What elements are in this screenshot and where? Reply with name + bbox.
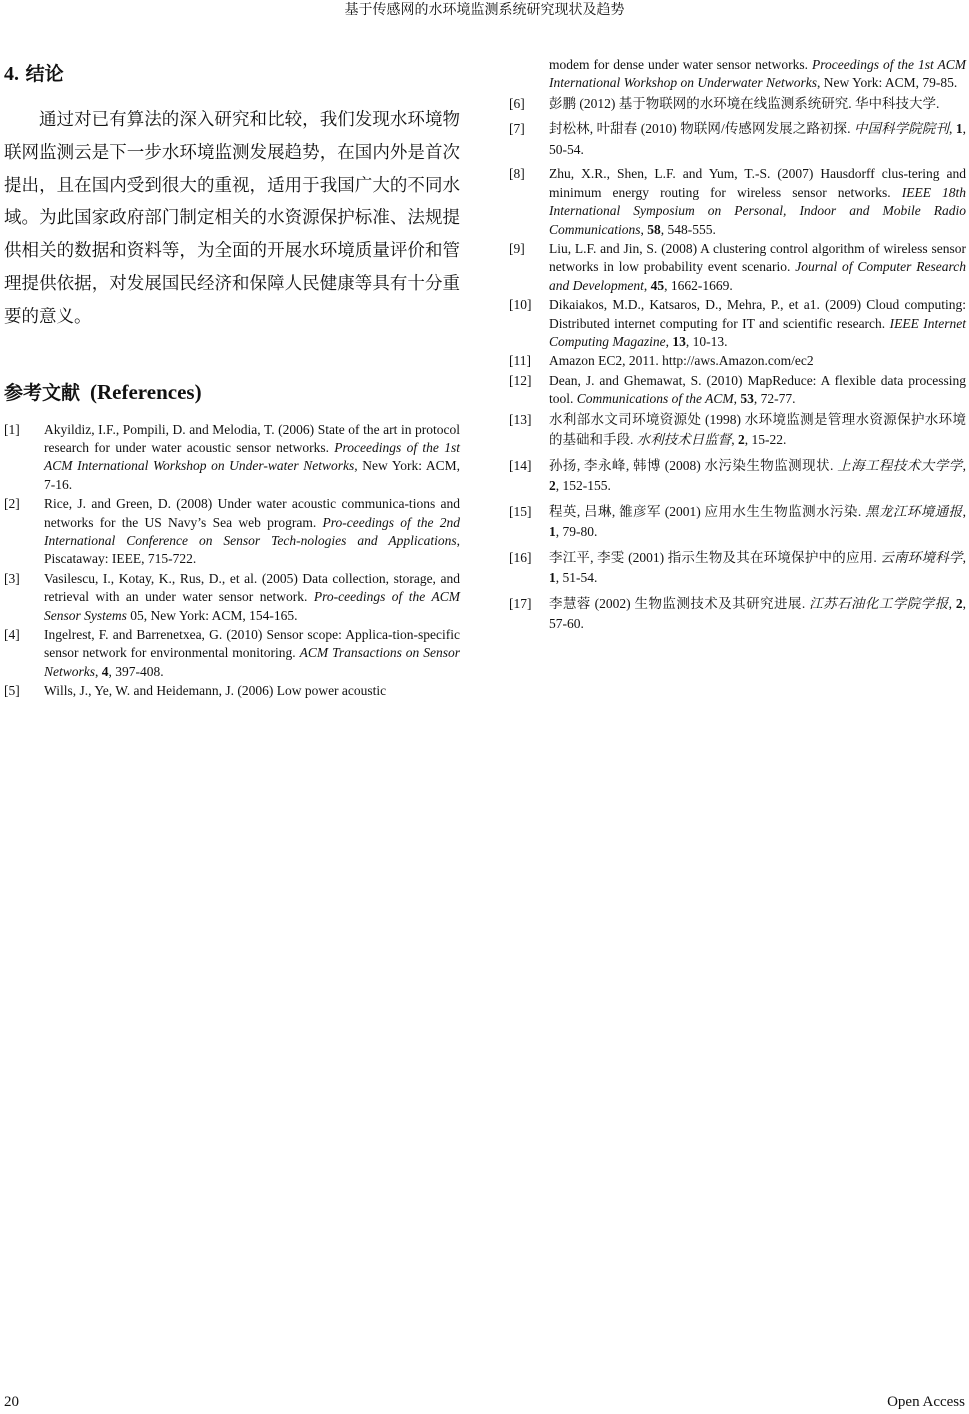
reference-text [549, 165, 966, 239]
reference-text [549, 94, 966, 115]
reference-volume: 53 [740, 391, 754, 407]
reference-list-left [4, 421, 460, 701]
reference-number: [6] [509, 95, 525, 111]
reference-item [4, 682, 460, 700]
reference-number: [14] [509, 457, 532, 473]
reference-fragment: Dikaiakos, M.D., Katsaros, D., Mehra, P., et a1. (2009) Cloud computing: Distributed internet computing for IT and scientific research. [549, 297, 966, 331]
conclusion-heading [4, 60, 460, 88]
reference-fragment: , New York: ACM, 7-16. [44, 458, 460, 492]
reference-volume: 13 [672, 333, 686, 349]
reference-fragment: Dean, J. and Ghemawat, S. (2010) MapReduce: A flexible data processing tool. [549, 372, 966, 407]
reference-volume: 4 [101, 663, 109, 679]
reference-item [4, 421, 460, 495]
reference-item [509, 548, 966, 589]
reference-fragment: , 51-54. [555, 570, 598, 586]
reference-number: [9] [509, 240, 525, 256]
reference-fragment: , Piscataway: IEEE, 715-722. [44, 533, 460, 567]
reference-fragment: 程英, 吕琳, 雒彦军 (2001) 应用水生生物监测水污染. [549, 503, 866, 519]
reference-item [509, 240, 966, 295]
reference-fragment: , [643, 277, 651, 293]
reference-volume: 2 [549, 478, 556, 494]
reference-fragment: , [733, 391, 741, 407]
reference-number: [1] [4, 421, 20, 437]
reference-volume: 1 [955, 121, 963, 137]
reference-text [44, 626, 460, 681]
reference-fragment: 封松林, 叶甜春 (2010) 物联网/传感网发展之路初探. [549, 121, 854, 137]
reference-fragment: , [731, 432, 738, 448]
running-header: 基于传感网的水环境监测系统研究现状及趋势 [344, 3, 625, 18]
reference-item [4, 570, 460, 625]
reference-text [44, 570, 460, 625]
reference-list-right [509, 56, 966, 635]
reference-source: 上海工程技术大学学 [837, 457, 963, 473]
references-heading [4, 378, 460, 407]
reference-fragment: Akyildiz, I.F., Pompili, D. and Melodia, T. (2006) State of the art in protocol research for under water acoustic sensor networks. [44, 421, 460, 455]
section-number: 4. [4, 63, 19, 85]
reference-fragment: Wills, J., Ye, W. and Heidemann, J. (2006) Low power acoustic [44, 683, 387, 699]
reference-fragment: , [640, 221, 648, 237]
reference-text [44, 682, 460, 700]
reference-fragment: 孙扬, 李永峰, 韩博 (2008) 水污染生物监测现状. [549, 457, 838, 473]
reference-fragment: , [948, 595, 956, 611]
reference-text [549, 56, 966, 93]
reference-text [549, 240, 966, 295]
reference-fragment: , 15-22. [744, 432, 787, 448]
reference-fragment: , [962, 549, 966, 565]
reference-volume: 2 [738, 432, 745, 448]
reference-number: [17] [509, 595, 532, 611]
reference-text [549, 502, 966, 543]
reference-source: 黑龙江环境通报 [865, 503, 963, 519]
reference-fragment: 水利部水文司环境资源处 (1998) 水环境监测是管理水资源保护水环境的基础和手段. [549, 411, 966, 448]
reference-source: Proceedings of the 1st ACM International Workshop on Underwater Networks [549, 57, 966, 91]
reference-fragment: , New York: ACM, 79-85. [817, 75, 958, 91]
references-title-cn: 参考文献 [4, 381, 81, 404]
reference-fragment: , 397-408. [108, 663, 164, 679]
reference-source: 江苏石油化工学院学报 [809, 595, 949, 611]
reference-fragment: modem for dense under water sensor networks. [549, 57, 813, 72]
reference-number: [4] [4, 627, 20, 643]
reference-source: 中国科学院院刊 [853, 121, 950, 137]
reference-volume: 1 [549, 524, 556, 540]
reference-source: Proceedings of the 1st ACM International Workshop on Under-water Networks [44, 439, 460, 474]
reference-number: [2] [4, 496, 20, 512]
reference-fragment: Liu, L.F. and Jin, S. (2008) A clustering control algorithm of wireless sensor networks in low probability event scenario. [549, 240, 966, 275]
reference-item [509, 410, 966, 451]
page-number: 20 [4, 1394, 19, 1410]
publisher-label: Open Access [887, 1394, 965, 1410]
reference-item [509, 119, 966, 160]
reference-text [549, 548, 966, 589]
reference-item [509, 372, 966, 409]
reference-source: 水利技术日监督 [636, 432, 732, 448]
reference-text [549, 296, 966, 351]
reference-fragment: , 152-155. [555, 478, 611, 494]
reference-fragment: , [962, 503, 966, 519]
reference-text [549, 352, 966, 370]
reference-fragment: , 10-13. [685, 333, 728, 349]
reference-volume: 58 [647, 221, 661, 237]
reference-fragment: , [962, 457, 966, 473]
section-title: 结论 [25, 63, 64, 85]
reference-number: [3] [4, 570, 20, 586]
reference-number: [8] [509, 166, 525, 182]
references-title-en: (References) [90, 379, 202, 404]
reference-number: [15] [509, 503, 532, 519]
reference-item [4, 495, 460, 569]
reference-fragment: 05, New York: ACM, 154-165. [126, 607, 298, 623]
reference-fragment: 李江平, 李雯 (2001) 指示生物及其在环境保护中的应用. [549, 549, 881, 565]
reference-item [509, 502, 966, 543]
reference-number: [16] [509, 549, 532, 565]
reference-item [509, 296, 966, 351]
reference-fragment: , 72-77. [753, 391, 796, 407]
reference-fragment: , [665, 333, 673, 349]
reference-fragment: , 548-555. [660, 221, 716, 237]
reference-fragment: , 57-60. [549, 595, 966, 632]
reference-source: Pro-ceedings of the 2nd International Conference on Sensor Tech-nologies and Applications [44, 514, 460, 549]
reference-fragment: , [949, 121, 956, 137]
reference-item [509, 56, 966, 93]
reference-item [509, 352, 966, 370]
reference-source: IEEE 18th International Symposium on Personal, Indoor and Mobile Radio Communications [549, 184, 966, 237]
reference-text [549, 456, 966, 497]
reference-fragment: Amazon EC2, 2011. http://aws.Amazon.com/ec2 [549, 353, 814, 369]
reference-volume: 2 [955, 595, 963, 611]
reference-item [509, 594, 966, 635]
reference-text [549, 372, 966, 409]
reference-fragment: Vasilescu, I., Kotay, K., Rus, D., et al. (2005) Data collection, storage, and retrieval with an under water sensor network. [44, 570, 460, 605]
reference-text [44, 495, 460, 569]
reference-fragment: 彭鹏 (2012) 基于物联网的水环境在线监测系统研究. 华中科技大学. [549, 95, 940, 111]
reference-fragment: 李慧蓉 (2002) 生物监测技术及其研究进展. [549, 595, 810, 611]
reference-text [549, 410, 966, 451]
reference-fragment: , 79-80. [555, 524, 598, 540]
reference-fragment: Ingelrest, F. and Barrenetxea, G. (2010) Sensor scope: Applica-tion-specific sensor network for environmental monitoring. [44, 627, 460, 661]
reference-source: Pro-ceedings of the ACM Sensor Systems [44, 589, 460, 623]
reference-source: Communications of the ACM [576, 391, 734, 407]
reference-number: [7] [509, 121, 525, 137]
reference-number: [10] [509, 297, 532, 313]
reference-fragment: , 1662-1669. [664, 277, 733, 293]
reference-fragment: Zhu, X.R., Shen, L.F. and Yum, T.-S. (2007) Hausdorff clus-tering and minimum energy routing for wireless sensor networks. [549, 166, 966, 200]
right-column [509, 56, 966, 640]
reference-item [509, 94, 966, 115]
reference-number: [5] [4, 683, 20, 699]
reference-number: [11] [509, 353, 531, 369]
reference-text [549, 119, 966, 160]
reference-source: 云南环境科学 [880, 549, 963, 565]
reference-text [44, 421, 460, 495]
reference-fragment: , 50-54. [549, 121, 967, 157]
reference-source: ACM Transactions on Sensor Networks [44, 645, 460, 679]
reference-number: [13] [509, 411, 532, 427]
reference-number: [12] [509, 372, 532, 388]
reference-source: IEEE Internet Computing Magazine [549, 315, 966, 349]
reference-item [509, 456, 966, 497]
reference-volume: 45 [650, 277, 665, 293]
left-column [4, 60, 460, 702]
reference-fragment: Rice, J. and Green, D. (2008) Under water acoustic communica-tions and networks for the US Navy’s Sea web program. [44, 496, 460, 530]
reference-volume: 1 [549, 570, 556, 586]
reference-source: Journal of Computer Research and Development [549, 259, 966, 293]
reference-text [549, 594, 966, 635]
reference-item [4, 626, 460, 681]
reference-item [509, 165, 966, 239]
reference-fragment: , [95, 663, 102, 679]
conclusion-paragraph: 通过对已有算法的深入研究和比较，我们发现水环境物联网监测云是下一步水环境监测发展趋势，在国内外是首次提出，且在国内受到很大的重视，适用于我国广大的不同水域。为此国家政府部门制定相关的水资源保护标准、法规提供相关的数据和资料等，为全面的开展水环境质量评价和管理提供依据，对发展国民经济和保障人民健康等具有十分重要的意义。 [4, 109, 460, 326]
